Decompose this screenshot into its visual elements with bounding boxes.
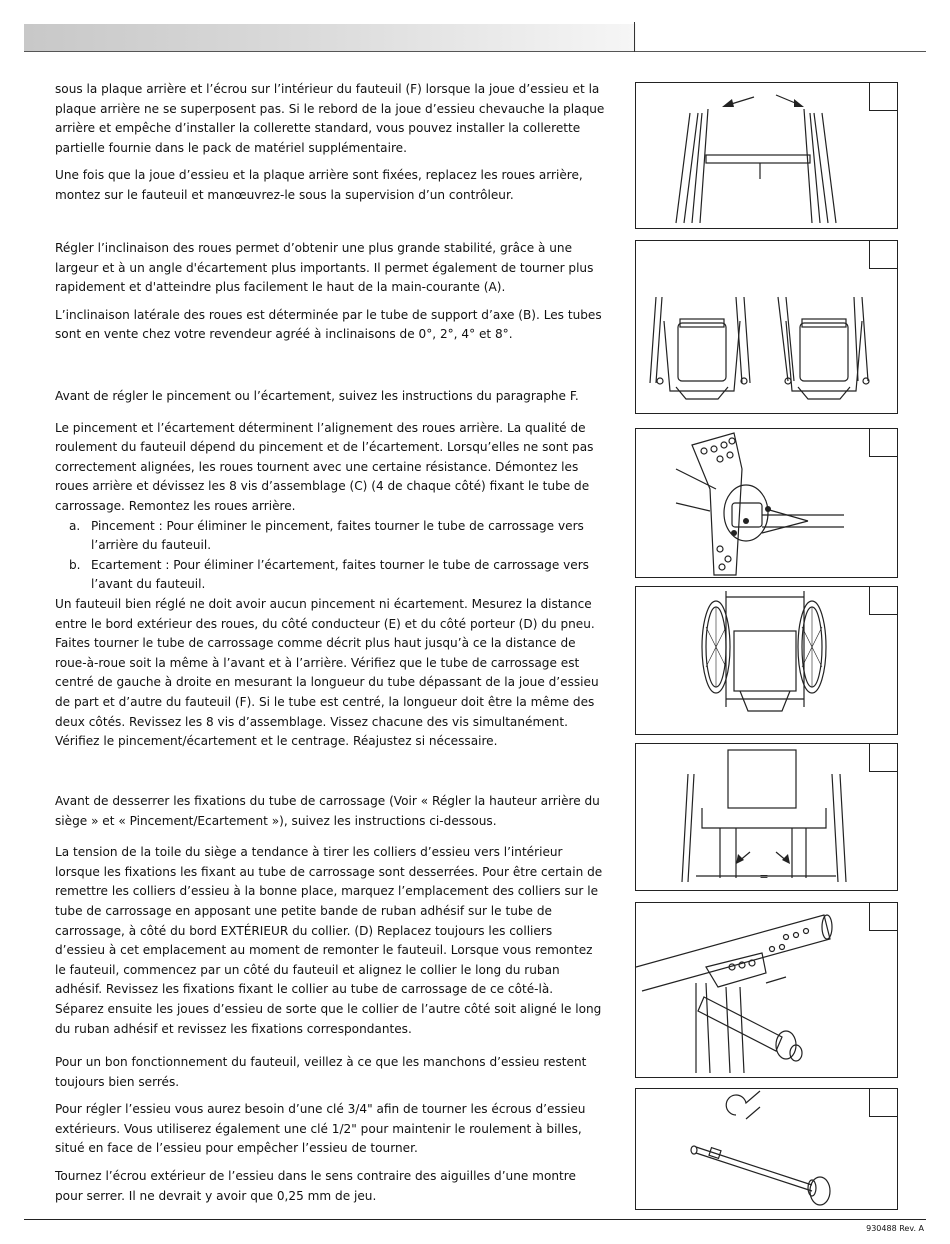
figure-centering (635, 743, 898, 891)
paragraph-p7: Un fauteuil bien réglé ne doit avoir aucun pincement ni écartement. Mesurez la distance entre le bord extérieur des roues, du côté conducteur (E) et du côté porteur (D) du pneu. Faites tourner le tube de carrossage comme décrit plus haut jusqu’à ce la distance de roue-à-roue soit la même à l’avant et à l’arrière. Vérifiez que le tube de carrossage est centré de gauche à droite en mesurant la longueur du tube dépassant de la joue d’essieu de part et d’autre du fauteuil (F). Si le tube est centré, la longueur doit être la même des deux côtés. Revissez les 8 vis d’assemblage. Vissez chacune des vis simultanément. Vérifiez le pincement/écartement et le centrage. Réajustez si nécessaire. (55, 596, 599, 749)
list-item (55, 556, 605, 595)
figure-label-box (869, 83, 897, 111)
paragraph-p1: sous la plaque arrière et l’écrou sur l’intérieur du fauteuil (F) lorsque la joue d’essieu et la plaque arrière ne se superposent pas. Si le rebord de la joue d’essieu chevauche la plaque arrière et empêche d’installer la collerette standard, vous pouvez installer la collerette partielle fournie dans le pack de matériel supplémentaire. (55, 82, 605, 155)
paragraph-p6: Le pincement et l’écartement déterminent l’alignement des roues arrière. La qualité de roulement du fauteuil dépend du pincement et de l’écartement. Lorsqu’elles ne sont pas correctement alignées, les roues tournent avec une certaine résistance. Démontez les roues arrière et dévissez les 8 vis d’assemblage (C) (4 de chaque côté) fixant le tube de carrossage. Remontez les roues arrière. (55, 420, 594, 513)
figure-camber-chairs (635, 240, 898, 414)
adjustment-list (55, 517, 605, 595)
paragraph-p11: Pour régler l’essieu vous aurez besoin d’une clé 3/4" afin de tourner les écrous d’essieu extérieurs. Vous utiliserez également une clé 1/2" pour maintenir le roulement à billes, situé en face de l’essieu pour empêcher l’essieu de tourner. (55, 1102, 586, 1156)
figure-label-box (869, 744, 897, 772)
paragraph-p4: L’inclinaison latérale des roues est déterminée par le tube de support d’axe (B). Les tubes sont en vente chez votre revendeur agréé à inclinaisons de 0°, 2°, 4° et 8°. (55, 307, 602, 342)
text-block-3 (55, 387, 605, 752)
figure-axle-plate-screws (635, 428, 898, 578)
figure-axle-wrench (635, 1088, 898, 1210)
header-line (636, 51, 926, 52)
paragraph-p12: Tournez l’écrou extérieur de l’essieu dans le sens contraire des aiguilles d’une montre pour serrer. Il ne devrait y avoir que 0,25 mm de jeu. (55, 1168, 576, 1203)
document-number: 930488 Rev. A (866, 1224, 924, 1233)
footer-line (24, 1219, 926, 1220)
header-bar (24, 24, 636, 52)
figure-camber-frame (635, 82, 898, 229)
list-text: Ecartement : Pour éliminer l’écartement, faites tourner le tube de carrossage vers l’avant du fauteuil. (91, 557, 589, 592)
camber-tube-illustration (636, 903, 897, 1077)
figure-label-box (869, 903, 897, 931)
figure-toe-measurement (635, 586, 898, 735)
text-block-5 (55, 1053, 605, 1206)
axle-wrench-illustration (636, 1089, 897, 1209)
figure-camber-tube-collar (635, 902, 898, 1078)
text-block-2 (55, 239, 605, 345)
toe-measurement-illustration (636, 587, 897, 734)
paragraph-p5: Avant de régler le pincement ou l’écartement, suivez les instructions du paragraphe F. (55, 389, 579, 403)
camber-frame-illustration (636, 83, 897, 228)
axle-plate-illustration (636, 429, 897, 577)
paragraph-p3: Régler l’inclinaison des roues permet d’obtenir une plus grande stabilité, grâce à une largeur et à un angle d'écartement plus importants. Il permet également de tourner plus rapidement et d'atteindre plus facilement le haut de la main-courante (A). (55, 241, 594, 295)
list-text: Pincement : Pour éliminer le pincement, faites tourner le tube de carrossage vers l’arrière du fauteuil. (91, 518, 584, 553)
list-marker: a. (69, 518, 81, 533)
paragraph-p10: Pour un bon fonctionnement du fauteuil, veillez à ce que les manchons d’essieu restent toujours bien serrés. (55, 1055, 587, 1089)
rear-chairs-illustration (636, 241, 897, 413)
equal-sign-label: = (759, 870, 769, 883)
list-marker: b. (69, 557, 81, 572)
figure-label-box (869, 241, 897, 269)
paragraph-p8: Avant de desserrer les fixations du tube de carrossage (Voir « Régler la hauteur arrière du siège » et « Pincement/Ecartement »), suivez les instructions ci-dessous. (55, 794, 600, 828)
figure-label-box (869, 1089, 897, 1117)
text-block-4 (55, 792, 605, 1039)
centering-illustration (636, 744, 897, 890)
paragraph-p9: La tension de la toile du siège a tendance à tirer les colliers d’essieu vers l’intérieur lorsque les fixations les fixant au tube de carrossage sont desserrées. Pour être certain de remettre les colliers d’essieu à la bonne place, marquez l’emplacement des colliers sur le tube de carrossage en apposant une petite bande de ruban adhésif sur le tube de carrossage, à côté du bord EXTÉRIEUR du collier. (D) Replacez toujours les colliers d’essieu à cet emplacement au moment de remonter le fauteuil. Lorsque vous remontez le fauteuil, commencez par un côté du fauteuil et alignez le collier le long du ruban adhésif. Revissez les fixations fixant le collier au tube de carrossage de ce côté-là. Séparez ensuite les joues d’essieu de sorte que le collier de l’autre côté soit aligné le long du ruban adhésif et revissez les fixations correspondantes. (55, 845, 603, 1036)
list-item (55, 517, 605, 556)
figure-label-box (869, 587, 897, 615)
text-block-1 (55, 80, 605, 206)
paragraph-p2: Une fois que la joue d’essieu et la plaque arrière sont fixées, replacez les roues arrière, montez sur le fauteuil et manœuvrez-le sous la supervision d’un contrôleur. (55, 168, 583, 202)
figure-label-box (869, 429, 897, 457)
header-divider (634, 22, 635, 52)
